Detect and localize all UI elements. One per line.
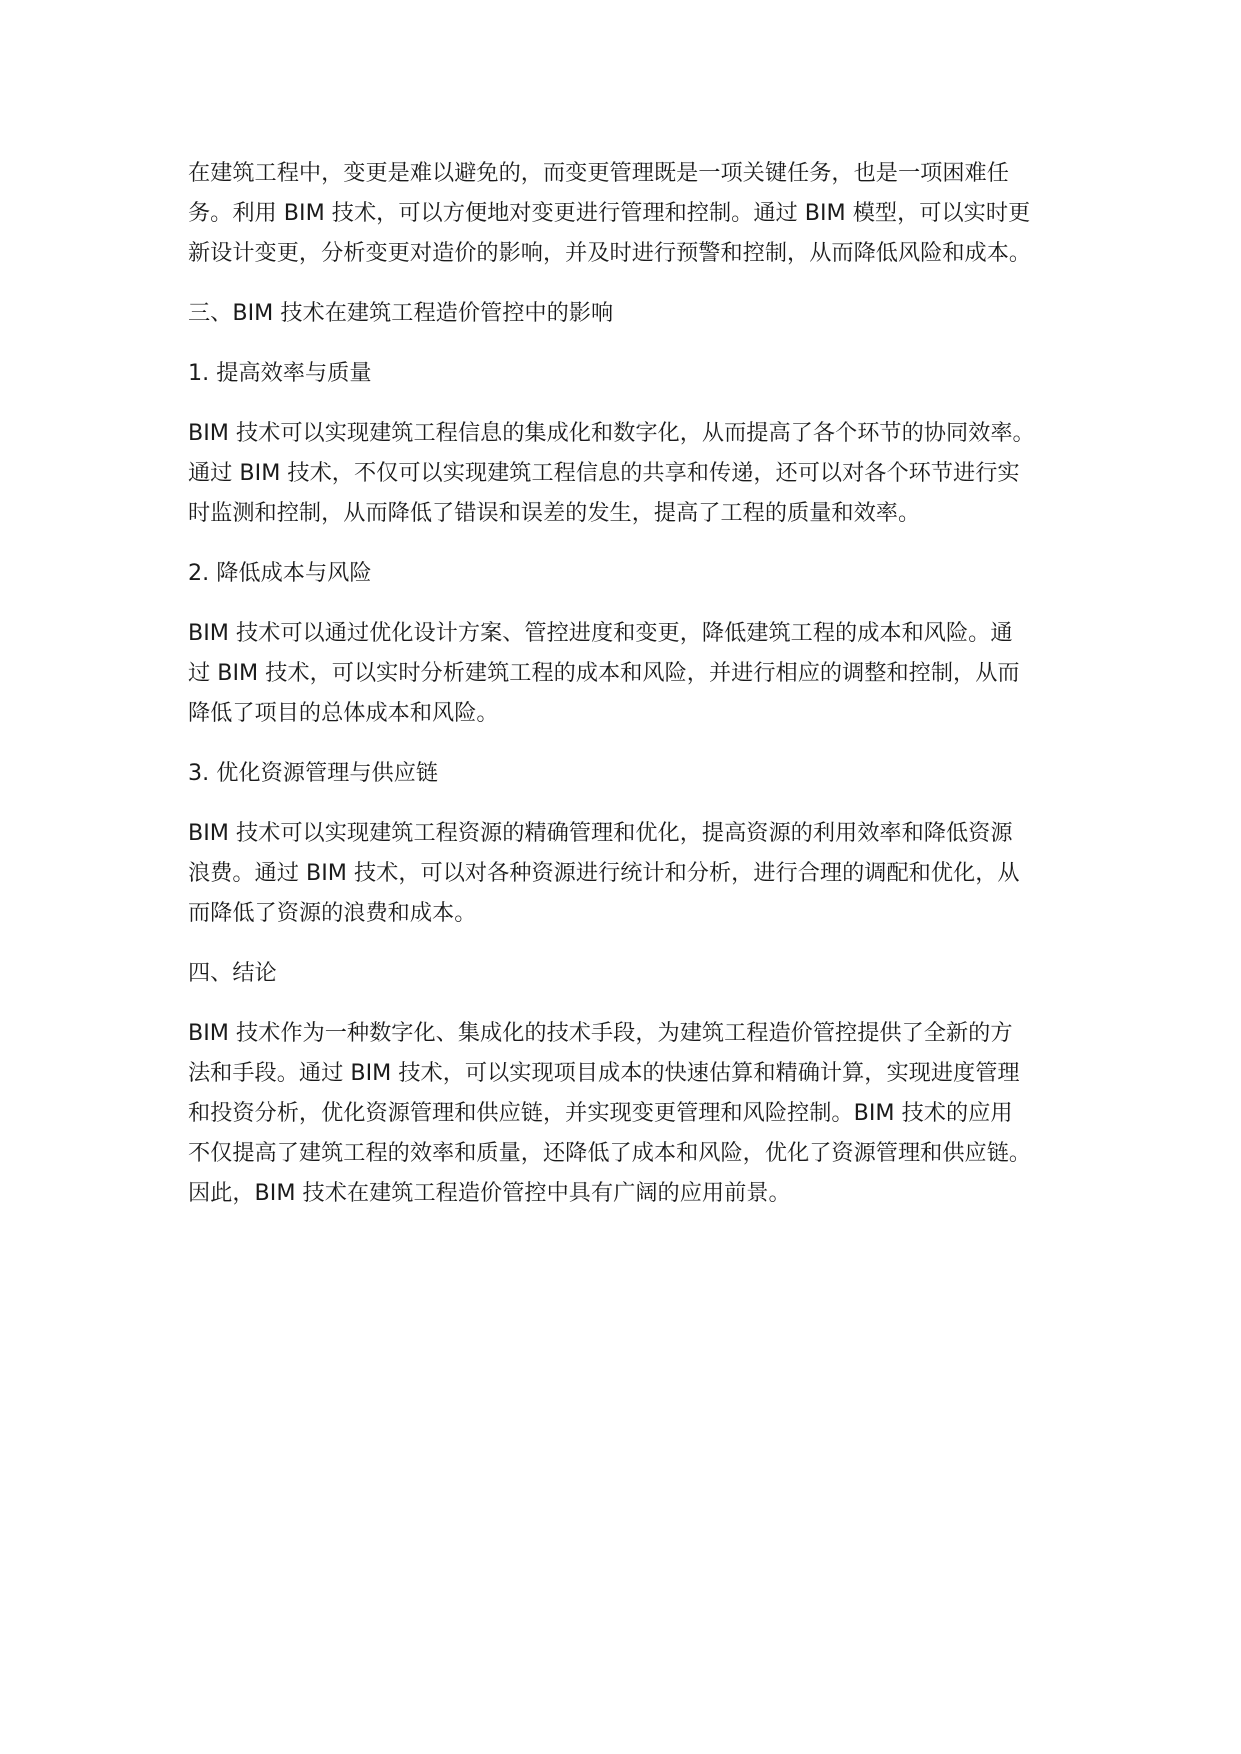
- text-line: 浪费。通过 BIM 技术，可以对各种资源进行统计和分析，进行合理的调配和优化，从: [188, 860, 1020, 886]
- heading-text: 1. 提高效率与质量: [188, 360, 372, 386]
- paragraph-resource-supply-chain: [188, 813, 1073, 933]
- paragraph-cost-risk: [188, 613, 1073, 733]
- text-line: 在建筑工程中，变更是难以避免的，而变更管理既是一项关键任务，也是一项困难任: [188, 160, 1009, 186]
- heading-text: 2. 降低成本与风险: [188, 560, 372, 586]
- text-line: 法和手段。通过 BIM 技术，可以实现项目成本的快速估算和精确计算，实现进度管理: [188, 1060, 1020, 1086]
- text-line: BIM 技术作为一种数字化、集成化的技术手段，为建筑工程造价管控提供了全新的方: [188, 1020, 1013, 1046]
- text-line: 不仅提高了建筑工程的效率和质量，还降低了成本和风险，优化了资源管理和供应链。: [188, 1140, 1032, 1166]
- text-line: BIM 技术可以实现建筑工程信息的集成化和数字化，从而提高了各个环节的协同效率。: [188, 420, 1035, 446]
- text-line: 通过 BIM 技术，不仅可以实现建筑工程信息的共享和传递，还可以对各个环节进行实: [188, 460, 1020, 486]
- paragraph-change-management: [188, 153, 1073, 273]
- text-line: 和投资分析，优化资源管理和供应链，并实现变更管理和风险控制。BIM 技术的应用: [188, 1100, 1013, 1126]
- text-line: 时监测和控制，从而降低了错误和误差的发生，提高了工程的质量和效率。: [188, 500, 921, 526]
- paragraph-efficiency-quality: [188, 413, 1073, 533]
- section-heading-3: [188, 293, 1073, 333]
- text-line: 过 BIM 技术，可以实时分析建筑工程的成本和风险，并进行相应的调整和控制，从而: [188, 660, 1020, 686]
- text-line: 因此，BIM 技术在建筑工程造价管控中具有广阔的应用前景。: [188, 1180, 791, 1206]
- text-line: 降低了项目的总体成本和风险。: [188, 700, 499, 726]
- text-line: BIM 技术可以实现建筑工程资源的精确管理和优化，提高资源的利用效率和降低资源: [188, 820, 1013, 846]
- section-heading-4-conclusion: [188, 953, 1073, 993]
- text-line: 务。利用 BIM 技术，可以方便地对变更进行管理和控制。通过 BIM 模型，可以实时更: [188, 200, 1031, 226]
- text-line: BIM 技术可以通过优化设计方案、管控进度和变更，降低建筑工程的成本和风险。通: [188, 620, 1013, 646]
- heading-text: 三、BIM 技术在建筑工程造价管控中的影响: [188, 300, 614, 326]
- heading-text: 四、结论: [188, 960, 277, 986]
- text-line: 新设计变更，分析变更对造价的影响，并及时进行预警和控制，从而降低风险和成本。: [188, 240, 1032, 266]
- text-line: 而降低了资源的浪费和成本。: [188, 900, 477, 926]
- paragraph-conclusion: [188, 1013, 1073, 1213]
- heading-text: 3. 优化资源管理与供应链: [188, 760, 439, 786]
- document-body: [188, 153, 1073, 1233]
- subheading-cost-risk: [188, 553, 1073, 593]
- subheading-efficiency-quality: [188, 353, 1073, 393]
- subheading-resource-supply-chain: [188, 753, 1073, 793]
